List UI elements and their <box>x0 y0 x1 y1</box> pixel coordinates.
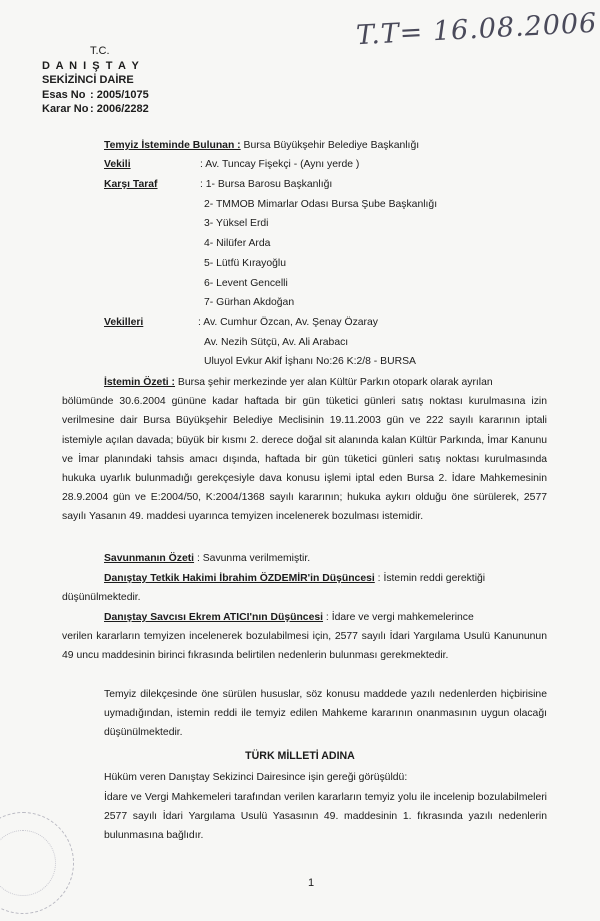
summary-text-first: Bursa şehir merkezinde yer alan Kültür Parkın otopark olarak ayrılan <box>175 377 493 388</box>
verdict-line1: Hüküm veren Danıştay Sekizinci Dairesince işin gereği görüşüldü: <box>104 772 408 783</box>
defense-label: Savunmanın Özeti <box>104 553 195 564</box>
summary-label: İstemin Özeti : <box>104 377 176 388</box>
header-esas: Esas No : 2005/1075 <box>42 88 149 101</box>
appellant-label: Temyiz İsteminde Bulunan : <box>104 140 241 151</box>
handwritten-note: T.T= 16.08.2006 <box>355 7 599 52</box>
summary-paragraph <box>62 373 547 527</box>
page-number: 1 <box>308 877 315 889</box>
prosecutor-paragraph-2: Temyiz dilekçesinde öne sürülen hususlar, söz konusu maddede yazılı nedenlerden hiçbirisine uymadığından, istemin reddi ile temyiz edilen Mahkeme kararının onanmasının uygun olacağı düşünülmektedir. <box>104 689 547 739</box>
opposing-item: 2- TMMOB Mimarlar Odası Bursa Şube Başkanlığı <box>204 199 438 210</box>
summary-text: bölümünde 30.6.2004 gününe kadar haftada bir gün tüketici günleri satış noktası kurulmasına izin verilmesine dair Bursa Büyükşehir Belediye Meclisinin 19.11.2003 gün ve 222 sayılı kararının iptali istemiyle açılan davada; büyük bir kısmı 2. derece doğal sit alanında kalan Kültür Parkında, İmar Kanunu ve İmar planındaki tahsis amacı dışında, haftada bir gün tüketici günleri satış noktası kurulmasında hukuka uyarlık bulunmadığı gerekçesiyle dava konusu işlemi iptal eden Bursa 2. İdare Mahkemesinin 28.9.2004 gün ve E:2004/50, K:2004/1368 sayılı kararının; hukuka aykırı olduğu öne sürülerek, 2577 sayılı Yasanın 49. maddesi uyarınca temyizen incelenerek bozulması istemidir. <box>62 396 547 523</box>
counsel-item: Uluyol Evkur Akif İşhanı No:26 K:2/8 - BURSA <box>204 356 416 367</box>
header-chamber: SEKİZİNCİ DAİRE <box>42 74 134 86</box>
judge-label: Danıştay Tetkik Hakimi İbrahim ÖZDEMİR'in Düşüncesi <box>104 573 375 584</box>
opposing-label: Karşı Taraf <box>104 179 158 190</box>
verdict-line2: İdare ve Vergi Mahkemeleri tarafından verilen kararların temyiz yolu ile incelenip bozulabilmeleri 2577 sayılı İdari Yargılama Usulü Yasasının 49. maddesinin 1. fıkrasında yazılı nedenlerin bulunmasına bağlıdır. <box>104 792 547 842</box>
prosecutor-text-first: : İdare ve vergi mahkemelerince <box>323 612 474 623</box>
verdict-paragraph-2 <box>62 788 547 846</box>
agent-label: Vekili <box>104 159 131 170</box>
parties-opposing <box>104 175 332 195</box>
opposing-item: : 1- Bursa Barosu Başkanlığı <box>200 179 333 190</box>
header-karar: Karar No : 2006/2282 <box>42 103 149 115</box>
prosecutor-text: verilen kararların temyizen incelenerek bozulabilmesi için, 2577 sayılı İdari Yargılama Usulü Kanununun 49 uncu maddesinin birinci fıkrasında belirtilen nedenlerin bulunması gerekmektedir. <box>62 631 547 662</box>
header-tc: T.C. <box>90 45 110 57</box>
prosecutor-paragraph <box>62 608 547 666</box>
judge-text-first: : İstemin reddi gerektiği <box>374 573 486 584</box>
opposing-item: 7- Gürhan Akdoğan <box>204 297 295 308</box>
document-header <box>42 44 149 117</box>
opposing-item: 3- Yüksel Erdi <box>204 218 269 229</box>
parties-appellant <box>104 136 419 156</box>
verdict-paragraph <box>62 768 547 787</box>
nation-heading: TÜRK MİLLETİ ADINA <box>245 750 355 762</box>
parties-counsel <box>104 313 378 333</box>
judge-text: düşünülmektedir. <box>62 592 141 604</box>
counsel-item: : Av. Cumhur Özcan, Av. Şenay Özaray <box>198 317 378 328</box>
defense-paragraph <box>62 549 547 568</box>
header-court: D A N I Ş T A Y <box>42 59 141 72</box>
opposing-item: 6- Levent Gencelli <box>204 278 288 289</box>
appellant-value: Bursa Büyükşehir Belediye Başkanlığı <box>240 140 420 151</box>
counsel-label: Vekilleri <box>104 317 144 328</box>
parties-agent <box>104 155 359 175</box>
opposing-item: 5- Lütfü Kırayoğlu <box>204 258 287 269</box>
judge-paragraph <box>62 569 547 607</box>
opposing-item: 4- Nilüfer Arda <box>204 238 271 249</box>
agent-value: : Av. Tuncay Fişekçi - (Aynı yerde ) <box>200 159 360 170</box>
counsel-item: Av. Nezih Sütçü, Av. Ali Arabacı <box>204 337 349 348</box>
defense-text: : Savunma verilmemiştir. <box>194 553 311 564</box>
prosecutor-label: Danıştay Savcısı Ekrem ATICI'nın Düşüncesi <box>104 612 324 623</box>
